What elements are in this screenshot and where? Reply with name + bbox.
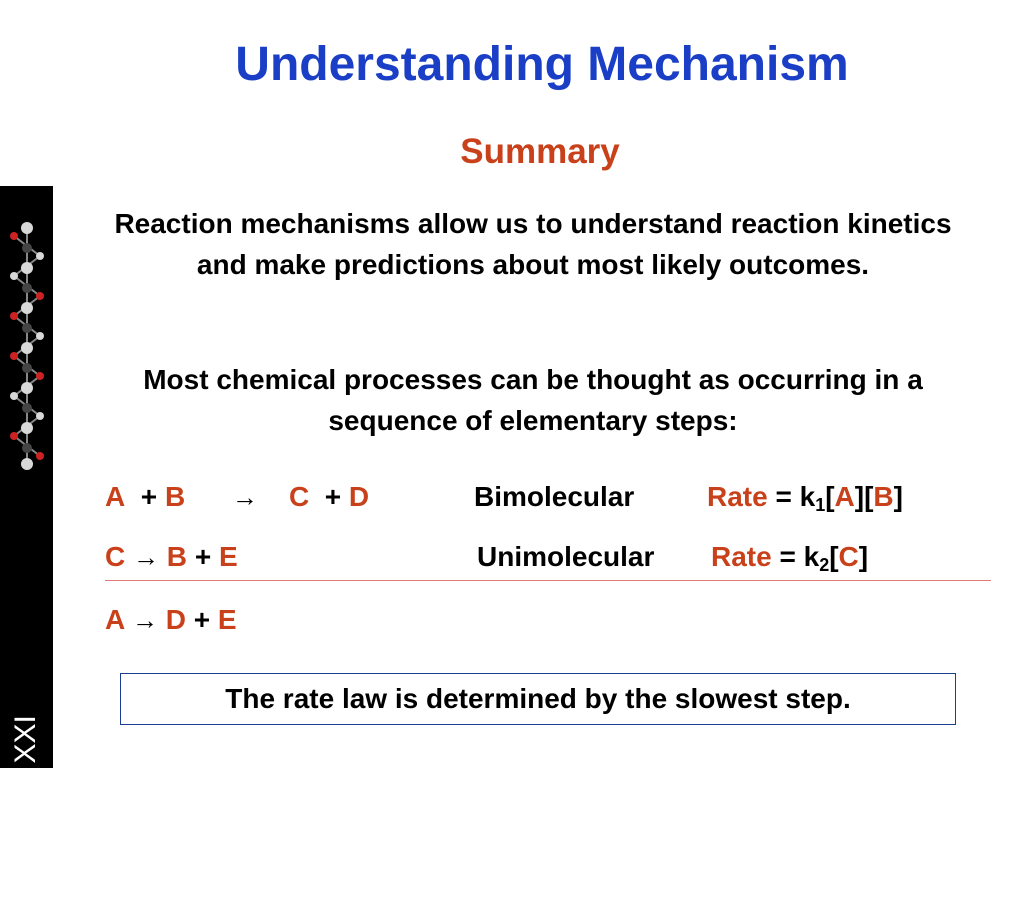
arrow-icon: → — [231, 482, 258, 512]
arrow-icon: → — [133, 542, 160, 572]
molecule-icon — [2, 216, 52, 476]
step-3-product-d: D — [165, 604, 186, 635]
step-3-plus: + — [193, 604, 211, 635]
step-2-rate-word: Rate — [711, 541, 772, 572]
bracket: [ — [825, 481, 835, 512]
step-1-plus: + — [140, 481, 158, 512]
step-3-reactant-a: A — [105, 604, 125, 635]
step-2-rate-eq: = k — [779, 541, 820, 572]
bracket: ] — [858, 541, 869, 572]
step-1-rate-law — [707, 480, 903, 514]
step-2-conc-c: C — [838, 541, 859, 572]
page-title: Understanding Mechanism — [235, 38, 849, 91]
arrow-icon: → — [131, 605, 158, 635]
step-1-reactant-a: A — [105, 481, 126, 512]
page-subtitle: Summary — [460, 132, 620, 171]
bracket: [ — [864, 481, 874, 512]
step-1-plus-2: + — [324, 481, 342, 512]
step-2-product-e: E — [218, 541, 238, 572]
bracket: [ — [829, 541, 839, 572]
steps-paragraph: Most chemical processes can be thought as occurring in a sequence of elementary steps: — [143, 364, 923, 436]
step-2-k-subscript: 2 — [819, 555, 830, 575]
step-3-product-e: E — [217, 604, 237, 635]
step-1-rate-eq: = k — [775, 481, 816, 512]
step-1-conc-b: B — [873, 481, 894, 512]
step-2-product-b: B — [166, 541, 188, 572]
bracket: ] — [854, 481, 865, 512]
step-1-conc-a: A — [834, 481, 855, 512]
bracket: ] — [893, 481, 903, 512]
step-1-reactant-b: B — [164, 481, 186, 512]
step-2-type: Unimolecular — [477, 541, 655, 572]
step-1-product-c: C — [288, 481, 310, 512]
sidebar — [0, 186, 53, 907]
step-2-rate-law — [711, 540, 868, 574]
step-1-equation — [105, 480, 369, 514]
conclusion-box — [120, 673, 956, 725]
conclusion-text: The rate law is determined by the slowest step. — [225, 683, 851, 714]
step-1-type: Bimolecular — [474, 481, 635, 512]
step-1-rate-word: Rate — [707, 481, 768, 512]
divider — [105, 580, 991, 581]
step-2-equation — [105, 540, 238, 574]
step-1-product-d: D — [348, 481, 370, 512]
step-2-reactant-c: C — [105, 541, 126, 572]
step-2-plus: + — [194, 541, 212, 572]
sidebar-label: Chemistry XXI — [9, 715, 42, 907]
intro-paragraph: Reaction mechanisms allow us to understand reaction kinetics and make predictions about most likely outcomes. — [114, 208, 952, 280]
step-1-k-subscript: 1 — [815, 495, 826, 515]
step-3-equation — [105, 603, 237, 637]
